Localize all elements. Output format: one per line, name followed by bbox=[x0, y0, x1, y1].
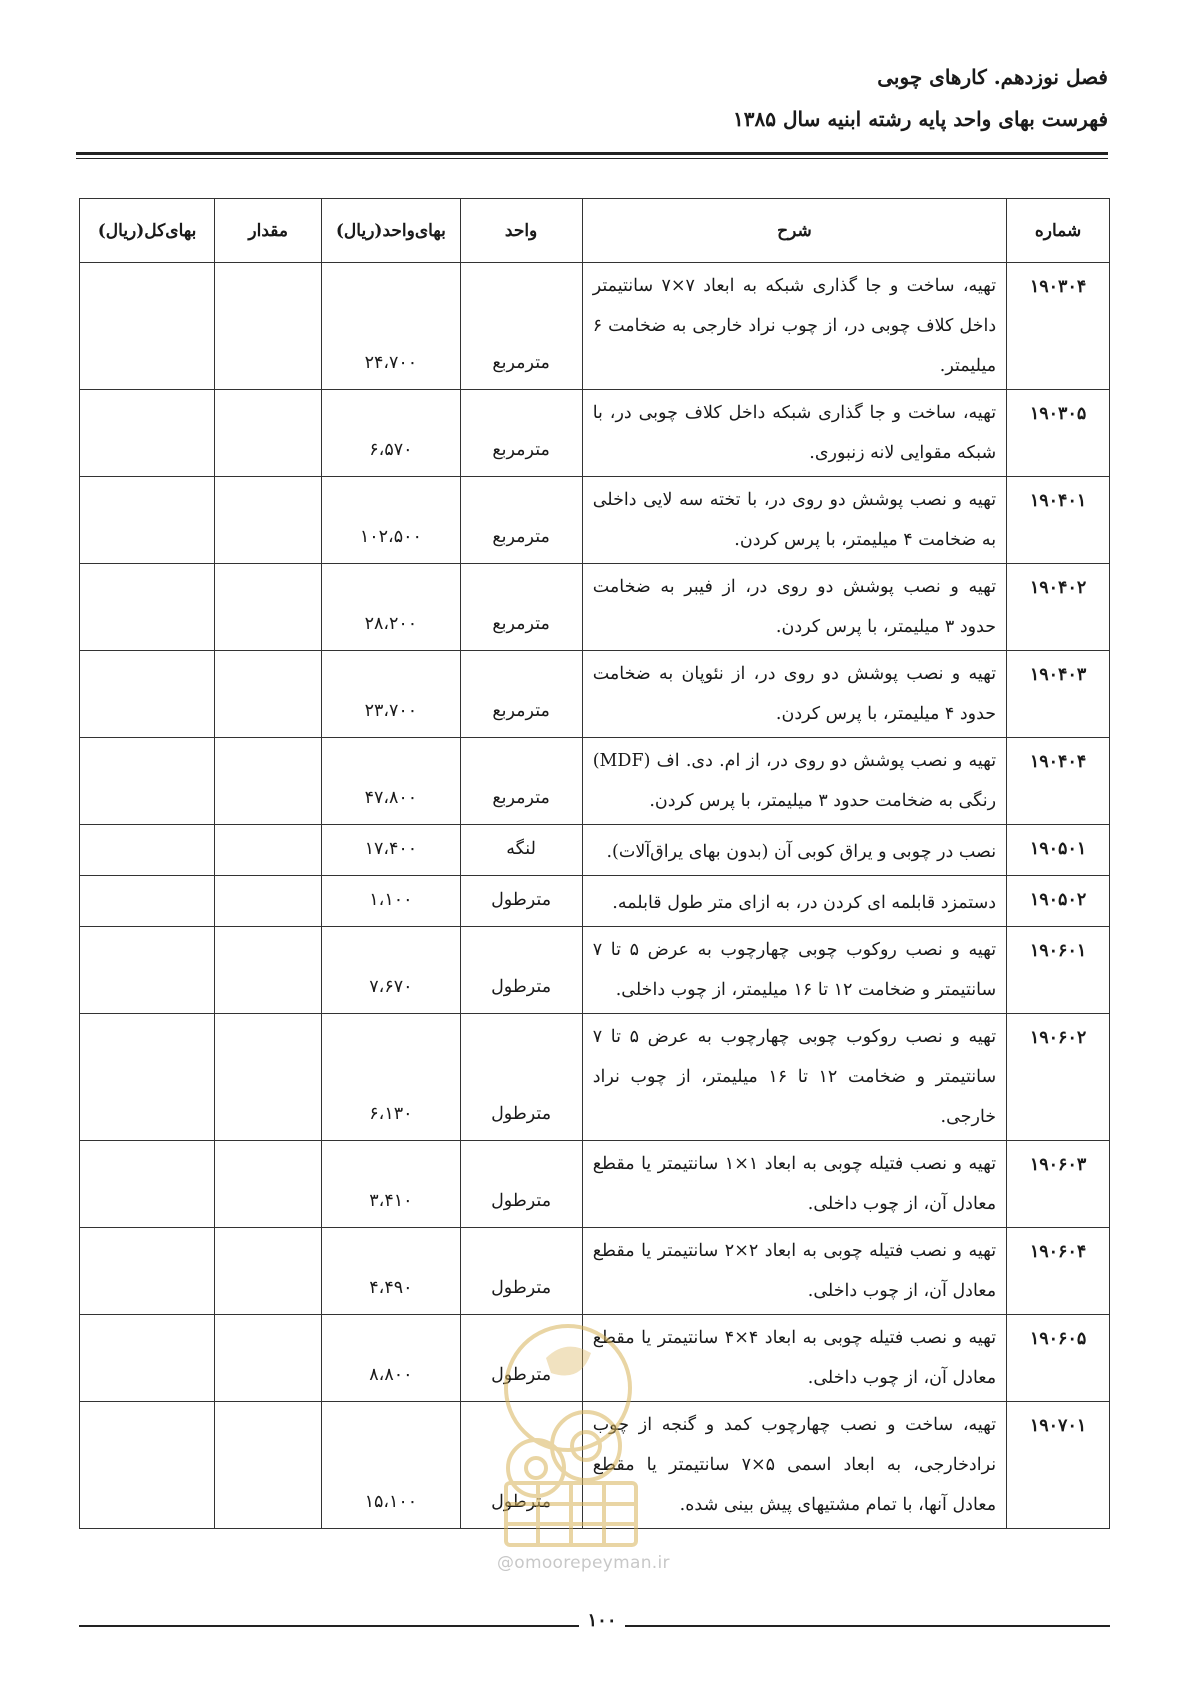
column-header-number: شماره bbox=[1007, 199, 1110, 263]
item-description: تهیه و نصب پوشش دو روی در، از ام. دی. اف (MDF) رنگی به ضخامت حدود ۳ میلیمتر، با پرس کردن. bbox=[582, 738, 1006, 825]
table-row bbox=[80, 927, 1110, 1014]
item-unit: مترطول bbox=[460, 927, 582, 1014]
item-number: ۱۹۰۷۰۱ bbox=[1007, 1402, 1110, 1529]
item-description: تهیه و نصب فتیله چوبی به ابعاد ۲×۲ سانتیمتر یا مقطع معادل آن، از چوب داخلی. bbox=[582, 1228, 1006, 1315]
item-unit: مترمربع bbox=[460, 564, 582, 651]
item-description: تهیه و نصب پوشش دو روی در، با تخته سه لایی داخلی به ضخامت ۴ میلیمتر، با پرس کردن. bbox=[582, 477, 1006, 564]
item-total-price bbox=[80, 927, 215, 1014]
footer-rule-right bbox=[625, 1625, 1110, 1627]
item-unit-price: ۶،۱۳۰ bbox=[322, 1014, 460, 1141]
item-total-price bbox=[80, 564, 215, 651]
item-unit-price: ۳،۴۱۰ bbox=[322, 1141, 460, 1228]
item-unit-price: ۴،۴۹۰ bbox=[322, 1228, 460, 1315]
item-number: ۱۹۰۴۰۲ bbox=[1007, 564, 1110, 651]
item-description: نصب در چوبی و یراق کوبی آن (بدون بهای یراق‌آلات). bbox=[582, 825, 1006, 876]
item-unit: مترمربع bbox=[460, 477, 582, 564]
item-quantity bbox=[215, 263, 322, 390]
item-quantity bbox=[215, 927, 322, 1014]
item-description: تهیه، ساخت و جا گذاری شبکه داخل کلاف چوبی در، با شبکه مقوایی لانه زنبوری. bbox=[582, 390, 1006, 477]
chapter-title: فصل نوزدهم. کارهای چوبی bbox=[877, 65, 1108, 89]
item-number: ۱۹۰۳۰۴ bbox=[1007, 263, 1110, 390]
item-unit: لنگه bbox=[460, 825, 582, 876]
table-row bbox=[80, 1228, 1110, 1315]
item-unit: مترمربع bbox=[460, 738, 582, 825]
item-total-price bbox=[80, 390, 215, 477]
item-total-price bbox=[80, 1402, 215, 1529]
table-row bbox=[80, 390, 1110, 477]
table-row bbox=[80, 738, 1110, 825]
item-quantity bbox=[215, 738, 322, 825]
item-total-price bbox=[80, 1315, 215, 1402]
item-unit: مترطول bbox=[460, 1315, 582, 1402]
table-row bbox=[80, 564, 1110, 651]
item-quantity bbox=[215, 1228, 322, 1315]
item-unit-price: ۲۴،۷۰۰ bbox=[322, 263, 460, 390]
column-header-total-price: بهای‌کل(ریال) bbox=[80, 199, 215, 263]
item-quantity bbox=[215, 390, 322, 477]
item-quantity bbox=[215, 651, 322, 738]
page-header bbox=[733, 62, 1108, 134]
item-unit: مترطول bbox=[460, 1141, 582, 1228]
table-row bbox=[80, 876, 1110, 927]
item-number: ۱۹۰۵۰۱ bbox=[1007, 825, 1110, 876]
table-header-row bbox=[80, 199, 1110, 263]
item-description: تهیه، ساخت و نصب چهارچوب کمد و گنجه از چوب نرادخارجی، به ابعاد اسمی ۵×۷ سانتیمتر یا مقطع معادل آنها، با تمام مشتیهای پیش بینی شده. bbox=[582, 1402, 1006, 1529]
item-description: تهیه، ساخت و جا گذاری شبکه به ابعاد ۷×۷ سانتیمتر داخل کلاف چوبی در، از چوب نراد خارجی به ضخامت ۶ میلیمتر. bbox=[582, 263, 1006, 390]
item-total-price bbox=[80, 1141, 215, 1228]
header-rule-thick bbox=[76, 152, 1108, 155]
item-quantity bbox=[215, 1141, 322, 1228]
column-header-quantity: مقدار bbox=[215, 199, 322, 263]
item-number: ۱۹۰۶۰۵ bbox=[1007, 1315, 1110, 1402]
item-unit: مترطول bbox=[460, 1402, 582, 1529]
item-unit: مترطول bbox=[460, 1014, 582, 1141]
item-total-price bbox=[80, 651, 215, 738]
item-number: ۱۹۰۶۰۳ bbox=[1007, 1141, 1110, 1228]
item-number: ۱۹۰۳۰۵ bbox=[1007, 390, 1110, 477]
table-row bbox=[80, 1014, 1110, 1141]
footer-rule-left bbox=[79, 1625, 579, 1627]
document-subtitle: فهرست بهای واحد پایه رشته ابنیه سال ۱۳۸۵ bbox=[733, 107, 1108, 131]
item-quantity bbox=[215, 564, 322, 651]
item-unit: مترطول bbox=[460, 876, 582, 927]
item-unit-price: ۶،۵۷۰ bbox=[322, 390, 460, 477]
item-unit-price: ۱۵،۱۰۰ bbox=[322, 1402, 460, 1529]
item-unit-price: ۸،۸۰۰ bbox=[322, 1315, 460, 1402]
column-header-unit: واحد bbox=[460, 199, 582, 263]
table-row bbox=[80, 1141, 1110, 1228]
item-unit-price: ۷،۶۷۰ bbox=[322, 927, 460, 1014]
item-number: ۱۹۰۶۰۴ bbox=[1007, 1228, 1110, 1315]
item-total-price bbox=[80, 738, 215, 825]
item-quantity bbox=[215, 1315, 322, 1402]
item-total-price bbox=[80, 1014, 215, 1141]
item-description: تهیه و نصب روکوب چوبی چهارچوب به عرض ۵ تا ۷ سانتیمتر و ضخامت ۱۲ تا ۱۶ میلیمتر، از چوب داخلی. bbox=[582, 927, 1006, 1014]
item-number: ۱۹۰۴۰۳ bbox=[1007, 651, 1110, 738]
column-header-description: شرح bbox=[582, 199, 1006, 263]
item-description: دستمزد قابلمه ای کردن در، به ازای متر طول قابلمه. bbox=[582, 876, 1006, 927]
table-row bbox=[80, 651, 1110, 738]
item-description: تهیه و نصب پوشش دو روی در، از فیبر به ضخامت حدود ۳ میلیمتر، با پرس کردن. bbox=[582, 564, 1006, 651]
item-unit: مترمربع bbox=[460, 651, 582, 738]
item-unit-price: ۱۷،۴۰۰ bbox=[322, 825, 460, 876]
item-description: تهیه و نصب فتیله چوبی به ابعاد ۴×۴ سانتیمتر یا مقطع معادل آن، از چوب داخلی. bbox=[582, 1315, 1006, 1402]
item-unit-price: ۲۸،۲۰۰ bbox=[322, 564, 460, 651]
item-quantity bbox=[215, 876, 322, 927]
item-total-price bbox=[80, 1228, 215, 1315]
item-quantity bbox=[215, 1014, 322, 1141]
item-number: ۱۹۰۶۰۱ bbox=[1007, 927, 1110, 1014]
item-quantity bbox=[215, 1402, 322, 1529]
item-total-price bbox=[80, 477, 215, 564]
header-rule-thin bbox=[76, 158, 1108, 159]
table-row bbox=[80, 263, 1110, 390]
item-quantity bbox=[215, 825, 322, 876]
watermark-url: @omoorepeyman.ir bbox=[497, 1553, 670, 1573]
item-total-price bbox=[80, 825, 215, 876]
item-unit: مترمربع bbox=[460, 390, 582, 477]
omoor-peyman-logo-icon bbox=[476, 1318, 656, 1558]
item-number: ۱۹۰۴۰۱ bbox=[1007, 477, 1110, 564]
item-unit-price: ۲۳،۷۰۰ bbox=[322, 651, 460, 738]
item-unit-price: ۴۷،۸۰۰ bbox=[322, 738, 460, 825]
item-unit-price: ۱،۱۰۰ bbox=[322, 876, 460, 927]
item-description: تهیه و نصب روکوب چوبی چهارچوب به عرض ۵ تا ۷ سانتیمتر و ضخامت ۱۲ تا ۱۶ میلیمتر، از چوب نراد خارجی. bbox=[582, 1014, 1006, 1141]
item-unit: مترمربع bbox=[460, 263, 582, 390]
item-description: تهیه و نصب پوشش دو روی در، از نئوپان به ضخامت حدود ۴ میلیمتر، با پرس کردن. bbox=[582, 651, 1006, 738]
item-number: ۱۹۰۴۰۴ bbox=[1007, 738, 1110, 825]
item-number: ۱۹۰۵۰۲ bbox=[1007, 876, 1110, 927]
page-number: ۱۰۰ bbox=[587, 1610, 617, 1631]
item-total-price bbox=[80, 263, 215, 390]
item-total-price bbox=[80, 876, 215, 927]
item-unit-price: ۱۰۲،۵۰۰ bbox=[322, 477, 460, 564]
table-row bbox=[80, 825, 1110, 876]
table-row bbox=[80, 477, 1110, 564]
item-description: تهیه و نصب فتیله چوبی به ابعاد ۱×۱ سانتیمتر یا مقطع معادل آن، از چوب داخلی. bbox=[582, 1141, 1006, 1228]
item-quantity bbox=[215, 477, 322, 564]
item-unit: مترطول bbox=[460, 1228, 582, 1315]
item-number: ۱۹۰۶۰۲ bbox=[1007, 1014, 1110, 1141]
column-header-unit-price: بهای‌واحد(ریال) bbox=[322, 199, 460, 263]
